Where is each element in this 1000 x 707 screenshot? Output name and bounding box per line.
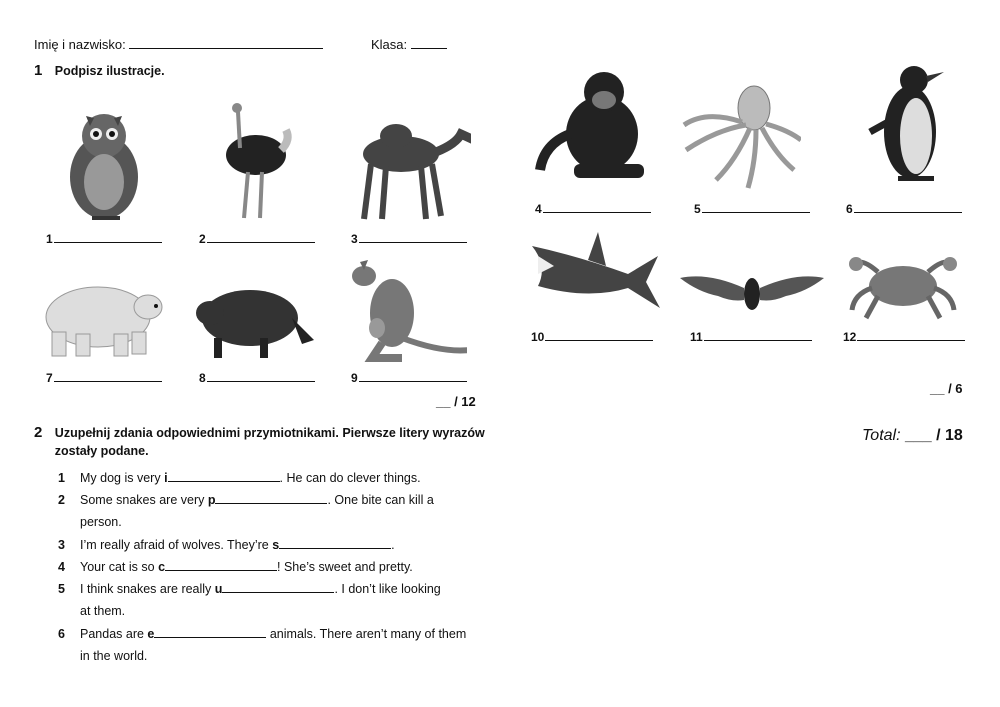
answer-line-10[interactable] [545,330,653,341]
answer-line-2[interactable] [207,232,315,243]
label-1: 1 [46,232,162,246]
camel-icon [346,104,471,224]
section1-score-right: __ / 6 [930,381,963,396]
name-label: Imię i nazwisko: [34,37,126,52]
polar-bear-icon [40,262,165,382]
bat-icon [678,262,826,322]
class-field-row [371,36,447,52]
answer-line-7[interactable] [54,371,162,382]
answer-line-12[interactable] [857,330,965,341]
label-7: 7 [46,371,162,385]
name-field-row [34,36,323,52]
sentence-1-blank[interactable] [168,470,280,482]
section1-title: Podpisz ilustracje. [54,64,165,78]
name-input-line[interactable] [129,36,323,49]
sentence-1: 1 My dog is very i . He can do clever things. [58,471,421,485]
label-6: 6 [846,202,962,216]
sentence-2-blank[interactable] [215,492,327,504]
owl-icon [42,102,167,222]
label-2: 2 [199,232,315,246]
penguin-icon [852,62,977,182]
class-input-line[interactable] [411,36,447,49]
label-8: 8 [199,371,315,385]
sentence-3-blank[interactable] [279,537,391,549]
kangaroo-icon [342,258,467,378]
label-4: 4 [535,202,651,216]
label-12: 12 [843,330,965,344]
section2-heading [34,424,485,460]
answer-line-3[interactable] [359,232,467,243]
label-9: 9 [351,371,467,385]
section1-number: 1 [34,62,43,79]
answer-line-4[interactable] [543,202,651,213]
shark-icon [528,226,662,322]
section1-score-left: __ / 12 [436,394,476,409]
sentence-6-blank[interactable] [154,626,266,638]
sentence-3: 3 I’m really afraid of wolves. They’re s . [58,538,395,552]
chimpanzee-icon [534,64,659,184]
total-value: ___ / 18 [905,427,963,444]
section2-title: Uzupełnij zdania odpowiednimi przymiotnikami. Pierwsze litery wyrazów zostały podane. [54,426,485,458]
beaver-icon [192,268,317,388]
total-label: Total: [862,427,901,444]
class-label: Klasa: [371,37,408,52]
label-10: 10 [531,330,653,344]
sentence-4: 4 Your cat is so c ! She’s sweet and pretty. [58,560,413,574]
answer-line-8[interactable] [207,371,315,382]
sentence-2: 2 Some snakes are very p . One bite can kill a person. [58,493,434,529]
sentence-4-blank[interactable] [165,559,277,571]
answer-line-5[interactable] [702,202,810,213]
sentence-5-blank[interactable] [222,581,334,593]
answer-line-9[interactable] [359,371,467,382]
crab-icon [848,244,958,324]
sentence-6: 6 Pandas are e animals. There aren’t many of them in the world. [58,627,467,663]
sentence-5: 5 I think snakes are really u . I don’t like looking at them. [58,582,441,618]
label-5: 5 [694,202,810,216]
section2-number: 2 [34,424,43,441]
answer-line-6[interactable] [854,202,962,213]
answer-line-11[interactable] [704,330,812,341]
section1-heading [34,62,165,80]
total-score [862,427,963,445]
ostrich-icon [196,100,321,220]
octopus-icon [676,80,801,200]
label-11: 11 [690,330,812,344]
label-3: 3 [351,232,467,246]
answer-line-1[interactable] [54,232,162,243]
